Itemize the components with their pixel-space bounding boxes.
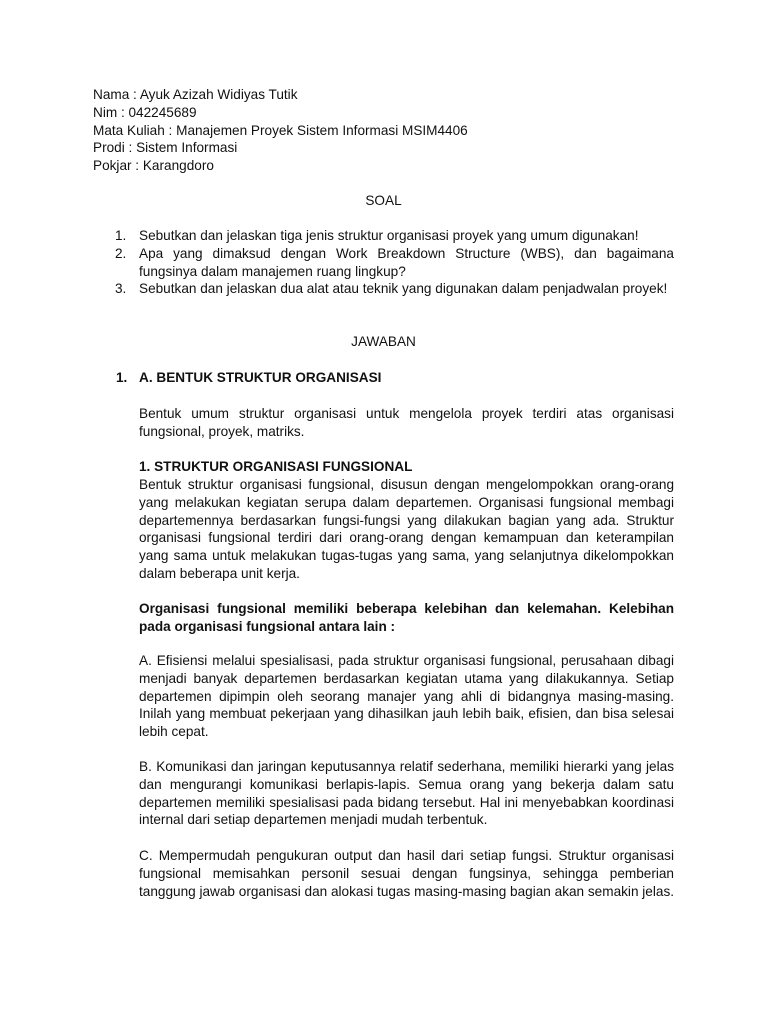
question-item	[93, 227, 674, 245]
point-b-paragraph: B. Komunikasi dan jaringan keputusannya relatif sederhana, memiliki hierarki yang jelas dan mengurangi komunikasi berlapis-lapis. Semua orang yang bekerja dalam satu departemen memiliki spesialisasi pada bidang tersebut. Hal ini menyebabkan koordinasi internal dari setiap departemen menjadi mudah terbentuk.	[139, 759, 674, 828]
question-item	[93, 245, 674, 281]
student-info	[93, 86, 653, 175]
student-nim: Nim : 042245689	[93, 104, 197, 120]
study-group: Pokjar : Karangdoro	[93, 158, 214, 174]
section-title	[116, 369, 381, 387]
question-item	[93, 280, 674, 298]
questions-heading: SOAL	[365, 193, 402, 208]
question-number: 3.	[115, 281, 127, 297]
question-text: Sebutkan dan jelaskan dua alat atau teknik yang digunakan dalam penjadwalan proyek!	[139, 281, 668, 297]
question-number: 2.	[115, 245, 127, 261]
student-name: Nama : Ayuk Azizah Widiyas Tutik	[93, 87, 298, 102]
question-text: Apa yang dimaksud dengan Work Breakdown Structure (WBS), dan bagaimana fungsinya dalam manajemen ruang lingkup?	[139, 245, 674, 279]
answers-heading: JAWABAN	[351, 334, 416, 349]
point-c-paragraph: C. Mempermudah pengukuran output dan hasil dari setiap fungsi. Struktur organisasi fungsional memisahkan personil sesuai dengan fungsinya, sehingga pemberian tanggung jawab organisasi dan alokasi tugas masing-masing bagian akan semakin jelas.	[139, 848, 675, 899]
intro-paragraph: Bentuk umum struktur organisasi untuk mengelola proyek terdiri atas organisasi fungsional, proyek, matriks.	[139, 406, 674, 439]
question-text: Sebutkan dan jelaskan tiga jenis struktur organisasi proyek yang umum digunakan!	[139, 228, 639, 243]
section-number: 1.	[116, 370, 128, 385]
study-program: Prodi : Sistem Informasi	[93, 140, 238, 156]
subsection-title: 1. STRUKTUR ORGANISASI FUNGSIONAL	[139, 459, 413, 474]
section-title-text: A. BENTUK STRUKTUR ORGANISASI	[139, 370, 382, 385]
question-number: 1.	[115, 228, 127, 243]
questions-list	[93, 227, 674, 298]
course-name: Mata Kuliah : Manajemen Proyek Sistem Informasi MSIM4406	[93, 122, 468, 138]
advantages-intro: Organisasi fungsional memiliki beberapa kelebihan dan kelemahan. Kelebihan pada organisasi fungsional antara lain :	[139, 601, 674, 634]
functional-paragraph: Bentuk struktur organisasi fungsional, disusun dengan mengelompokkan orang-orang yang melakukan kegiatan serupa dalam departemen. Organisasi fungsional membagi departemennya berdasarkan fungsi-fungsi yang dilakukan bagian yang ada. Struktur organisasi fungsional terdiri dari orang-orang dengan kemampuan dan keterampilan yang sama untuk melakukan tugas-tugas yang sama, yang selanjutnya dikelompokkan dalam beberapa unit kerja.	[139, 477, 674, 581]
point-a-paragraph: A. Efisiensi melalui spesialisasi, pada struktur organisasi fungsional, perusahaan dibagi menjadi banyak departemen berdasarkan kegiatan utama yang dilakukannya. Setiap departemen dipimpin oleh seorang manajer yang ahli di bidangnya masing-masing. Inilah yang membuat pekerjaan yang dihasilkan jauh lebih baik, efisien, dan bisa selesai lebih cepat.	[139, 653, 674, 740]
